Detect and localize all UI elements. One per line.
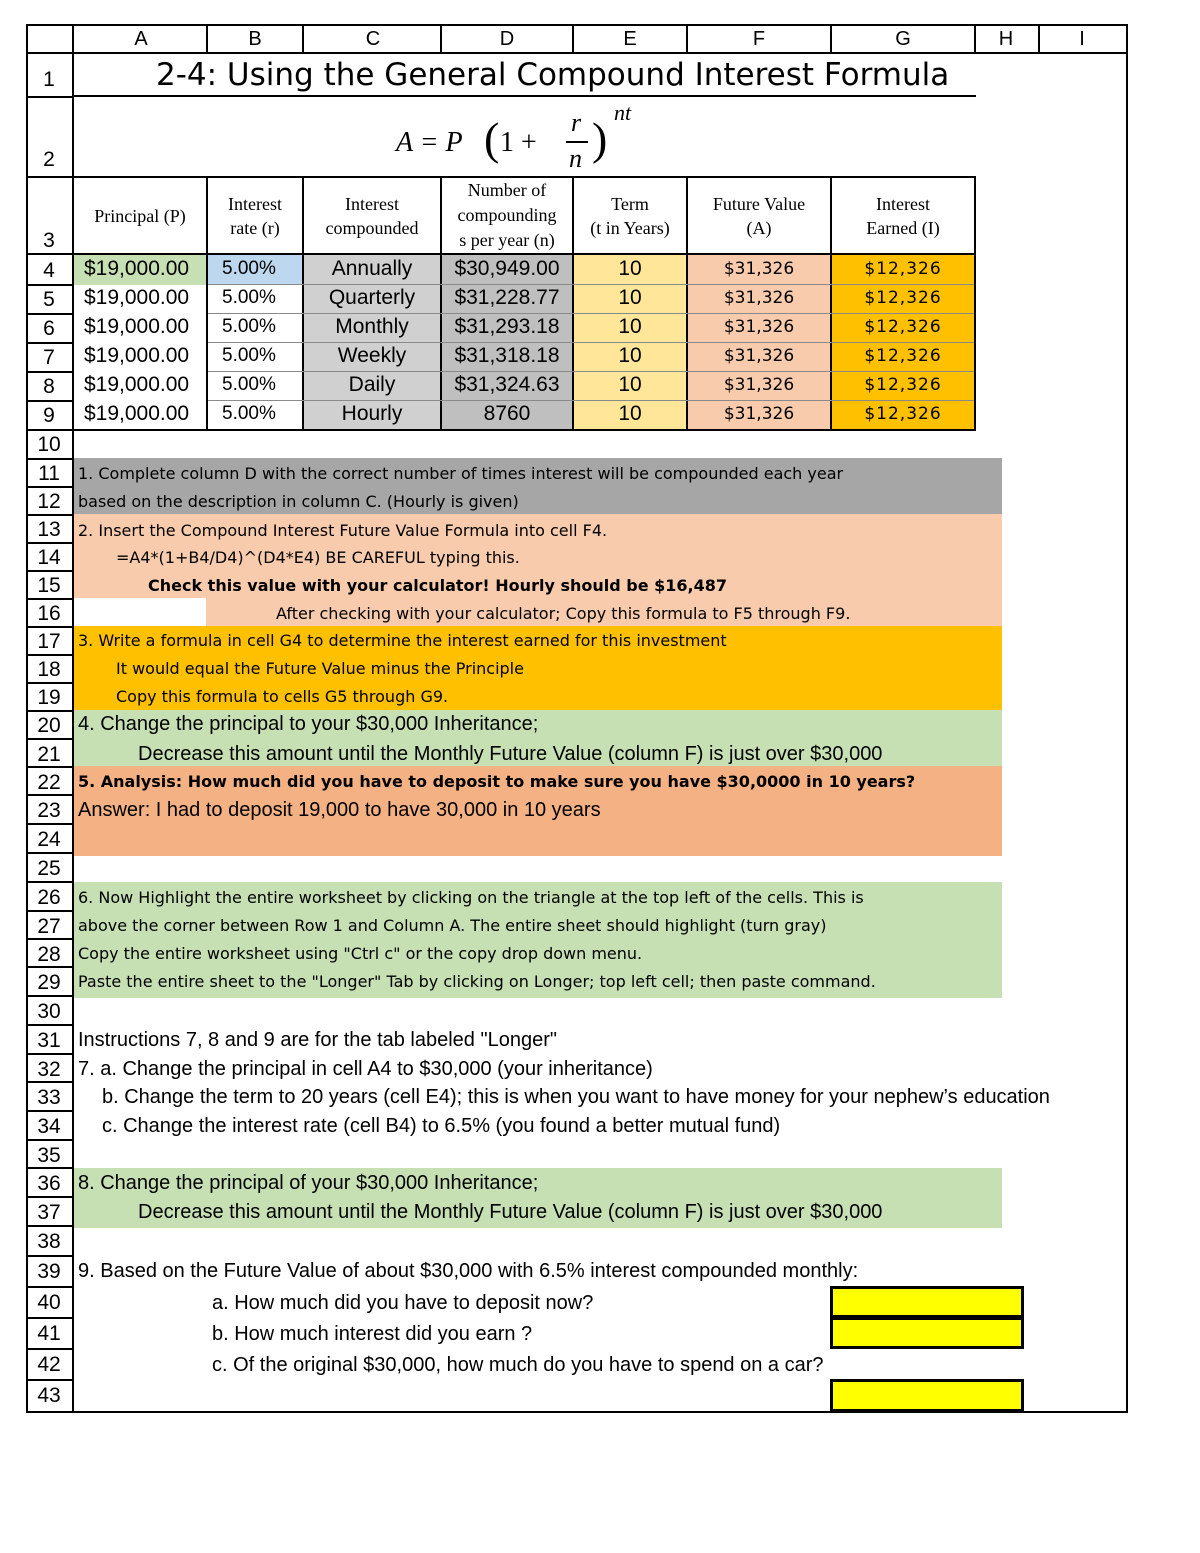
table-cell-compounded[interactable]: Weekly <box>337 344 407 367</box>
row-number-13[interactable]: 13 <box>37 518 61 541</box>
row-number-33[interactable]: 33 <box>37 1086 61 1109</box>
instruction-row-14[interactable]: =A4*(1+B4/D4)^(D4*E4) BE CAREFUL typing this. <box>116 548 520 567</box>
row-number-31[interactable]: 31 <box>37 1029 61 1052</box>
row-separator <box>26 176 74 178</box>
instruction-row-12[interactable]: based on the description in column C. (Hourly is given) <box>78 492 519 511</box>
row-separator <box>26 766 74 768</box>
instruction-row-36[interactable]: 8. Change the principal of your $30,000 Inheritance; <box>78 1172 539 1194</box>
col-header-E[interactable]: E <box>623 28 637 50</box>
row-separator <box>26 1139 74 1141</box>
table-cell-earned[interactable]: $12,326 <box>864 259 942 279</box>
header-number-compoundings[interactable] <box>442 178 572 253</box>
row-separator <box>26 598 74 600</box>
answer-box-car[interactable] <box>830 1379 1024 1412</box>
row-number-14[interactable]: 14 <box>37 546 61 569</box>
formula-numerator: r <box>571 108 582 137</box>
row-separator <box>26 1167 74 1169</box>
header-interest-rate[interactable] <box>208 178 302 253</box>
table-cell-earned[interactable]: $12,326 <box>864 375 942 395</box>
instruction-row-15[interactable]: Check this value with your calculator! Hourly should be $16,487 <box>148 576 727 595</box>
row-separator <box>26 458 74 460</box>
formula-lhs: A = P <box>396 127 463 158</box>
row-separator <box>26 710 74 712</box>
table-vsep-gh <box>974 176 976 431</box>
row-number-28[interactable]: 28 <box>37 943 61 966</box>
header-rate-line2: rate (r) <box>230 218 280 238</box>
formula-one-plus: 1 + <box>500 127 537 158</box>
col-header-D[interactable]: D <box>499 28 515 50</box>
formula-denominator: n <box>569 144 582 173</box>
row-number-19[interactable]: 19 <box>37 686 61 709</box>
table-cell-term[interactable]: 10 <box>618 315 642 338</box>
row-separator <box>26 1348 74 1350</box>
row-separator <box>26 654 74 656</box>
row-separator <box>26 1255 74 1257</box>
instruction-row-39[interactable]: 9. Based on the Future Value of about $30,000 with 6.5% interest compounded monthly: <box>78 1260 859 1282</box>
table-cell-principal[interactable]: $19,000.00 <box>84 344 190 367</box>
row-separator <box>26 1379 74 1381</box>
table-cell-compounded[interactable]: Hourly <box>341 402 403 425</box>
row-number-18[interactable]: 18 <box>37 658 61 681</box>
row-separator <box>26 284 74 286</box>
row-number-36[interactable]: 36 <box>37 1172 61 1195</box>
row-separator <box>26 626 74 628</box>
instruction-row-32[interactable]: 7. a. Change the principal in cell A4 to $30,000 (your inheritance) <box>78 1058 653 1080</box>
table-cell-number[interactable]: $30,949.00 <box>454 257 560 280</box>
row-number-22[interactable]: 22 <box>37 771 61 794</box>
header-future-value[interactable] <box>688 178 830 253</box>
row-number-20[interactable]: 20 <box>37 714 61 737</box>
header-future-line2: (A) <box>746 218 772 238</box>
row-separator <box>26 542 74 544</box>
row-number-16[interactable]: 16 <box>37 602 61 625</box>
row-number-30[interactable]: 30 <box>37 1000 61 1023</box>
table-cell-number[interactable]: $31,318.18 <box>454 344 560 367</box>
table-cell-future[interactable]: $31,326 <box>723 404 795 424</box>
row-number-1[interactable]: 1 <box>43 68 55 91</box>
table-cell-principal[interactable]: $19,000.00 <box>84 286 190 309</box>
row-separator <box>26 995 74 997</box>
col-header-F[interactable]: F <box>752 28 766 50</box>
row-separator <box>26 371 74 373</box>
col-sep-bc <box>302 24 304 54</box>
row-number-15[interactable]: 15 <box>37 574 61 597</box>
instruction-row-28[interactable]: Copy the entire worksheet using "Ctrl c" or the copy drop down menu. <box>78 944 643 963</box>
row-separator <box>26 96 74 98</box>
table-cell-earned[interactable]: $12,326 <box>864 404 942 424</box>
header-earned-line1: Interest <box>876 194 930 214</box>
row-separator <box>26 1110 74 1112</box>
instruction-row-34[interactable]: c. Change the interest rate (cell B4) to 6.5% (you found a better mutual fund) <box>102 1115 781 1137</box>
header-principal[interactable] <box>74 178 206 253</box>
table-cell-term[interactable]: 10 <box>618 373 642 396</box>
col-header-I[interactable]: I <box>1079 28 1085 50</box>
instruction-row-33[interactable]: b. Change the term to 20 years (cell E4); this is when you want to have money for your nephew’s education <box>102 1086 1050 1108</box>
header-principal-text: Principal (P) <box>94 206 186 226</box>
header-compounded-line2: compounded <box>325 218 419 238</box>
row-separator <box>26 910 74 912</box>
row-number-37[interactable]: 37 <box>37 1201 61 1224</box>
instruction-row-13[interactable]: 2. Insert the Compound Interest Future Value Formula into cell F4. <box>78 521 608 540</box>
row-number-43[interactable]: 43 <box>37 1384 61 1407</box>
instruction-row-29[interactable]: Paste the entire sheet to the "Longer" Tab by clicking on Longer; top left cell; then paste command. <box>78 972 876 991</box>
header-future-line1: Future Value <box>712 194 806 214</box>
row-separator <box>26 966 74 968</box>
col-sep-gh <box>974 24 976 54</box>
instruction-row-26[interactable]: 6. Now Highlight the entire worksheet by clicking on the triangle at the top left of the cells. This is <box>78 888 864 907</box>
row-separator <box>26 852 74 854</box>
header-row-bottom <box>26 52 1128 54</box>
row-number-27[interactable]: 27 <box>37 915 61 938</box>
table-cell-compounded[interactable]: Daily <box>348 373 396 396</box>
table-cell-future[interactable]: $31,326 <box>723 346 795 366</box>
row-separator <box>26 313 74 315</box>
row-separator <box>26 1024 74 1026</box>
row-number-32[interactable]: 32 <box>37 1058 61 1081</box>
col-header-G[interactable]: G <box>895 28 911 50</box>
row-number-7[interactable]: 7 <box>43 346 55 369</box>
table-cell-principal[interactable]: $19,000.00 <box>84 373 190 396</box>
table-cell-compounded[interactable]: Annually <box>331 257 413 280</box>
instruction-row-18[interactable]: It would equal the Future Value minus the Principle <box>116 659 524 678</box>
col-header-B[interactable]: B <box>248 28 262 50</box>
row-separator <box>26 938 74 940</box>
instruction-row-31[interactable]: Instructions 7, 8 and 9 are for the tab labeled "Longer" <box>78 1029 557 1051</box>
row-number-9[interactable]: 9 <box>43 404 55 427</box>
table-cell-future[interactable]: $31,326 <box>723 288 795 308</box>
instruction-row-37[interactable]: Decrease this amount until the Monthly Future Value (column F) is just over $30,000 <box>138 1201 883 1223</box>
row-number-24[interactable]: 24 <box>37 828 61 851</box>
row-number-38[interactable]: 38 <box>37 1230 61 1253</box>
table-cell-rate[interactable]: 5.00% <box>222 345 276 366</box>
row-number-5[interactable]: 5 <box>43 288 55 311</box>
row-number-12[interactable]: 12 <box>37 490 61 513</box>
row-separator <box>26 514 74 516</box>
header-number-line3: s per year (n) <box>459 230 555 250</box>
row-number-25[interactable]: 25 <box>37 857 61 880</box>
table-cell-term[interactable]: 10 <box>618 402 642 425</box>
table-cell-rate[interactable]: 5.00% <box>222 316 276 337</box>
col-header-A[interactable]: A <box>134 28 148 50</box>
row-separator <box>26 682 74 684</box>
row-number-39[interactable]: 39 <box>37 1260 61 1283</box>
row-separator <box>26 400 74 402</box>
row-number-35[interactable]: 35 <box>37 1144 61 1167</box>
formula-fraction-bar <box>566 141 588 143</box>
table-cell-rate[interactable]: 5.00% <box>222 374 276 395</box>
header-compounded-line1: Interest <box>345 194 399 214</box>
header-rate-line1: Interest <box>228 194 282 214</box>
table-cell-future[interactable]: $31,326 <box>723 375 795 395</box>
instruction-row-22[interactable]: 5. Analysis: How much did you have to deposit to make sure you have $30,0000 in 10 years? <box>78 772 916 791</box>
row-separator <box>26 1225 74 1227</box>
table-cell-rate[interactable]: 5.00% <box>222 258 276 279</box>
header-term-line1: Term <box>611 194 649 214</box>
row-separator <box>26 1286 74 1288</box>
table-cell-earned[interactable]: $12,326 <box>864 288 942 308</box>
col-sep-ab <box>206 24 208 54</box>
row-number-34[interactable]: 34 <box>37 1115 61 1138</box>
table-cell-number[interactable]: $31,228.77 <box>454 286 560 309</box>
header-number-line2: compounding <box>457 205 557 225</box>
spreadsheet[interactable] <box>26 24 1128 1413</box>
row-separator <box>26 1081 74 1083</box>
table-cell-term[interactable]: 10 <box>618 286 642 309</box>
table-cell-principal[interactable]: $19,000.00 <box>84 402 190 425</box>
table-cell-rate[interactable]: 5.00% <box>222 403 276 424</box>
instruction-row-42[interactable]: c. Of the original $30,000, how much do you have to spend on a car? <box>212 1354 824 1376</box>
formula-exponent: nt <box>614 100 632 125</box>
instruction-row-21[interactable]: Decrease this amount until the Monthly Future Value (column F) is just over $30,000 <box>138 743 883 765</box>
table-cell-future[interactable]: $31,326 <box>723 317 795 337</box>
table-cell-number[interactable]: $31,293.18 <box>454 315 560 338</box>
row-number-17[interactable]: 17 <box>37 630 61 653</box>
table-cell-term[interactable]: 10 <box>618 257 642 280</box>
header-interest-compounded[interactable] <box>304 178 440 253</box>
header-number-line1: Number of <box>467 180 547 200</box>
header-interest-earned[interactable] <box>832 178 974 253</box>
row-number-11[interactable]: 11 <box>38 462 60 485</box>
instruction-row-40[interactable]: a. How much did you have to deposit now? <box>212 1292 594 1314</box>
table-cell-earned[interactable]: $12,326 <box>864 317 942 337</box>
row-number-40[interactable]: 40 <box>37 1291 61 1314</box>
table-cell-principal[interactable]: $19,000.00 <box>84 257 190 280</box>
row-separator <box>26 1053 74 1055</box>
header-term-line2: (t in Years) <box>590 218 670 238</box>
table-cell-future[interactable]: $31,326 <box>723 259 795 279</box>
row-number-3[interactable]: 3 <box>43 229 55 252</box>
answer-box-deposit[interactable] <box>830 1286 1024 1318</box>
table-cell-principal[interactable]: $19,000.00 <box>84 315 190 338</box>
col-header-C[interactable]: C <box>365 28 381 50</box>
instruction-row-41[interactable]: b. How much interest did you earn ? <box>212 1323 533 1345</box>
table-cell-term[interactable]: 10 <box>618 344 642 367</box>
row-number-21[interactable]: 21 <box>37 743 61 766</box>
col-sep-ef <box>686 24 688 54</box>
compound-interest-formula <box>396 96 646 176</box>
col-sep-fg <box>830 24 832 54</box>
col-sep-cd <box>440 24 442 54</box>
header-term[interactable] <box>574 178 686 253</box>
row-number-29[interactable]: 29 <box>37 971 61 994</box>
instruction-row-19[interactable]: Copy this formula to cells G5 through G9. <box>116 687 449 706</box>
col-sep-de <box>572 24 574 54</box>
instruction-row-16[interactable]: After checking with your calculator; Copy this formula to F5 through F9. <box>276 604 851 623</box>
row-number-2[interactable]: 2 <box>43 148 55 171</box>
table-cell-number[interactable]: 8760 <box>483 402 531 425</box>
row-number-10[interactable]: 10 <box>37 433 61 456</box>
row-separator <box>26 429 74 431</box>
instruction-row-11[interactable]: 1. Complete column D with the correct number of times interest will be compounded each year <box>78 464 844 483</box>
row-number-6[interactable]: 6 <box>43 317 55 340</box>
col-header-H[interactable]: H <box>998 28 1014 50</box>
row-separator <box>26 570 74 572</box>
row-number-42[interactable]: 42 <box>37 1353 61 1376</box>
instruction-row-20[interactable]: 4. Change the principal to your $30,000 Inheritance; <box>78 713 539 735</box>
frame-top <box>26 24 1128 26</box>
instruction-row-17[interactable]: 3. Write a formula in cell G4 to determine the interest earned for this investment <box>78 631 727 650</box>
answer-box-interest[interactable] <box>830 1317 1024 1349</box>
instruction-row-27[interactable]: above the corner between Row 1 and Column A. The entire sheet should highlight (turn gray) <box>78 916 827 935</box>
table-cell-earned[interactable]: $12,326 <box>864 346 942 366</box>
table-cell-compounded[interactable]: Quarterly <box>328 286 416 309</box>
row-separator <box>26 881 74 883</box>
sheet-title[interactable]: 2-4: Using the General Compound Interest Formula <box>156 57 950 93</box>
formula-paren-open: ( <box>484 113 500 164</box>
frame-right <box>1126 24 1128 1413</box>
row-separator <box>26 342 74 344</box>
row-number-4[interactable]: 4 <box>43 259 55 282</box>
table-cell-rate[interactable]: 5.00% <box>222 287 276 308</box>
row-separator <box>26 253 74 255</box>
instruction-row-23-answer[interactable]: Answer: I had to deposit 19,000 to have 30,000 in 10 years <box>78 799 601 821</box>
row-separator <box>26 738 74 740</box>
table-cell-compounded[interactable]: Monthly <box>335 315 409 338</box>
row-number-23[interactable]: 23 <box>37 799 61 822</box>
row-separator <box>26 1317 74 1319</box>
formula-paren-close: ) <box>592 113 608 164</box>
row-separator <box>26 1196 74 1198</box>
row-number-41[interactable]: 41 <box>37 1322 61 1345</box>
row-separator <box>26 794 74 796</box>
table-cell-number[interactable]: $31,324.63 <box>454 373 560 396</box>
col-sep-hi <box>1038 24 1040 54</box>
row-separator <box>26 486 74 488</box>
row-separator <box>26 823 74 825</box>
header-earned-line2: Earned (I) <box>866 218 940 238</box>
row-number-8[interactable]: 8 <box>43 375 55 398</box>
row-number-26[interactable]: 26 <box>37 886 61 909</box>
